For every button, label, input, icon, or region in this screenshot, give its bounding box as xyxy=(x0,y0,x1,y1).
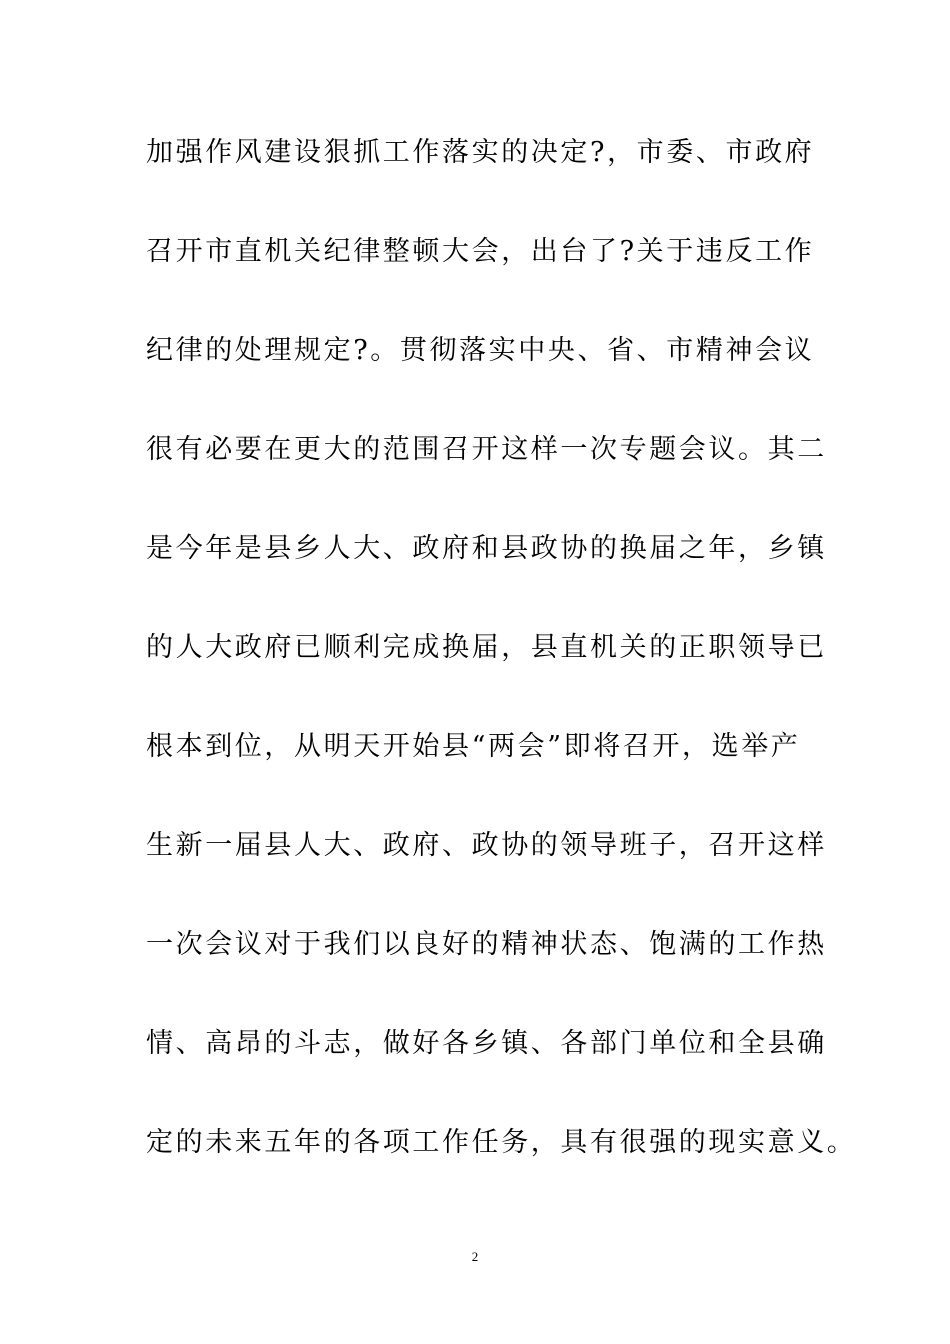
text-line: 召开市直机关纪律整顿大会，出台了?关于违反工作 xyxy=(146,236,815,267)
text-line: 根本到位，从明天开始县“两会”即将召开，选举产 xyxy=(146,731,801,762)
text-line: 情、高昂的斗志，做好各乡镇、各部门单位和全县确 xyxy=(146,1028,827,1059)
page-number: 2 xyxy=(471,1249,479,1264)
text-line: 的人大政府已顺利完成换届，县直机关的正职领导已 xyxy=(146,632,827,663)
text-line: 生新一届县人大、政府、政协的领导班子，召开这样 xyxy=(146,830,827,861)
body-text xyxy=(146,128,857,1217)
text-line: 定的未来五年的各项工作任务，具有很强的现实意义。 xyxy=(146,1127,857,1158)
text-line: 很有必要在更大的范围召开这样一次专题会议。其二 xyxy=(146,434,827,465)
text-line: 纪律的处理规定?。贯彻落实中央、省、市精神会议 xyxy=(146,335,815,366)
text-line: 是今年是县乡人大、政府和县政协的换届之年，乡镇 xyxy=(146,533,827,564)
text-line: 一次会议对于我们以良好的精神状态、饱满的工作热 xyxy=(146,929,827,960)
text-line: 加强作风建设狠抓工作落实的决定?，市委、市政府 xyxy=(146,137,815,168)
